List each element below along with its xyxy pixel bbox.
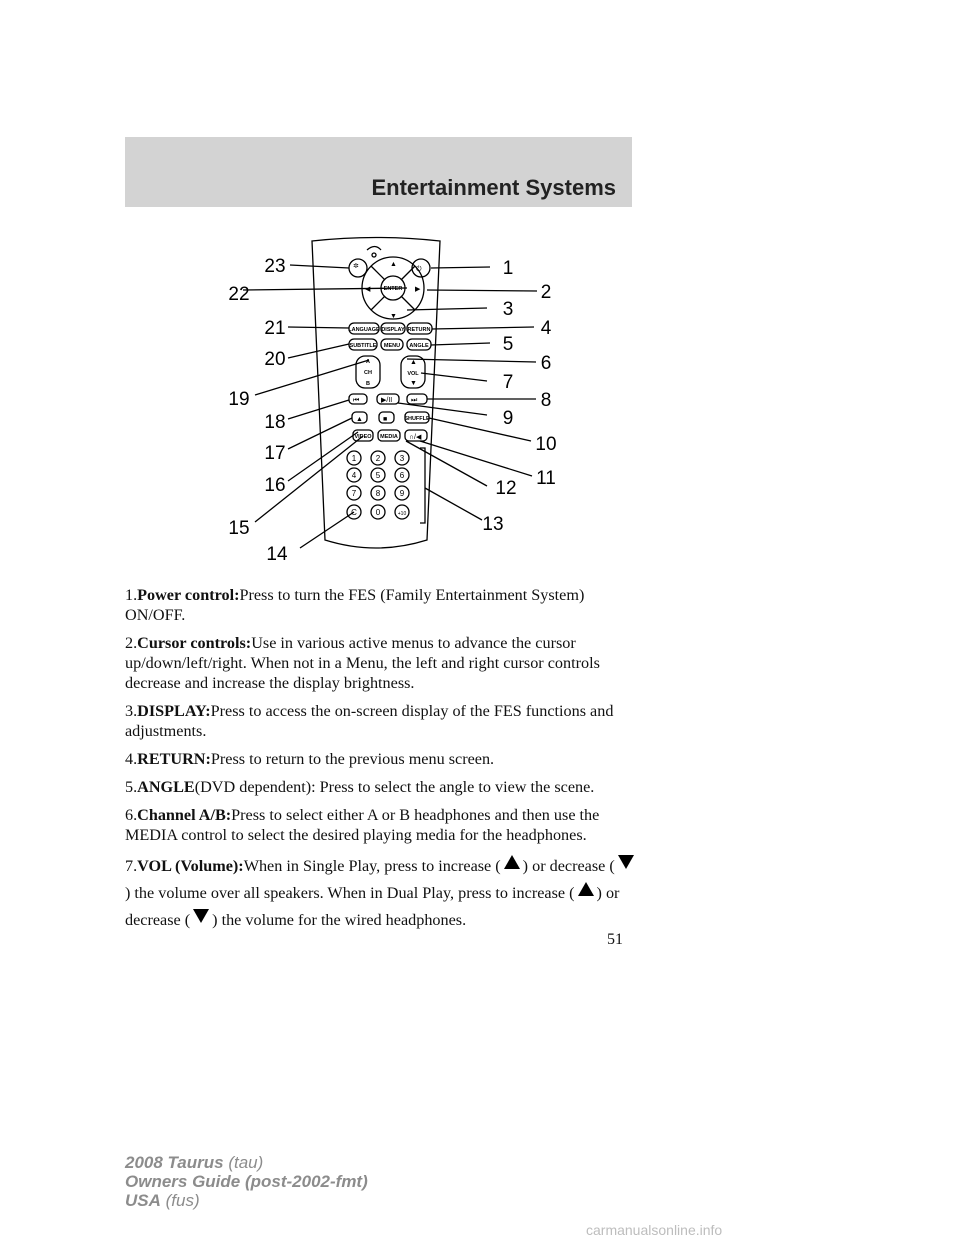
- keypad-key-label: 1: [351, 454, 357, 463]
- item-7: 7.VOL (Volume):When in Single Play, press to increase ( ) or decrease () the volume over all speakers. When in Dual Play, press to increase ( ) or decrease ( ) the volume for the wired headphones.: [125, 853, 640, 934]
- shuffle-label: SHUFFLE: [404, 416, 430, 422]
- watermark: carmanualsonline.info: [586, 1222, 723, 1238]
- power-icon: ⏻: [416, 266, 422, 273]
- keypad-key-label: +10: [397, 511, 407, 517]
- callout-5: 5: [502, 334, 514, 355]
- light-icon: ✲: [353, 263, 359, 270]
- down-arrow-icon: ▼: [390, 313, 397, 320]
- callout-6: 6: [540, 353, 552, 374]
- item-3: 3.DISPLAY:Press to access the on-screen display of the FES functions and adjustments.: [125, 702, 614, 740]
- return-label: RETURN: [407, 327, 431, 333]
- enter-label: ENTER: [383, 286, 403, 292]
- callout-1: 1: [502, 258, 514, 279]
- down-triangle-icon: [193, 909, 209, 923]
- keypad-key-label: 0: [375, 508, 381, 517]
- ch-a-label: A: [366, 359, 370, 365]
- callout-8: 8: [540, 390, 552, 411]
- display-label: DISPLAY: [381, 327, 405, 333]
- callout-3: 3: [502, 299, 514, 320]
- callout-21: 21: [264, 318, 286, 339]
- item-1: 1.Power control:Press to turn the FES (Family Entertainment System) ON/OFF.: [125, 586, 585, 624]
- item-4: 4.RETURN:Press to return to the previous menu screen.: [125, 750, 495, 768]
- callout-23: 23: [264, 256, 286, 277]
- keypad-key-label: 7: [351, 489, 357, 498]
- keypad-key-label: C: [351, 508, 357, 517]
- header-band: [125, 137, 632, 207]
- text-body: [125, 585, 640, 942]
- prev-icon: ⏮: [353, 397, 360, 404]
- item-5: 5.ANGLE(DVD dependent): Press to select the angle to view the scene.: [125, 778, 595, 796]
- callout-22: 22: [228, 284, 250, 305]
- callout-20: 20: [264, 349, 286, 370]
- menu-label: MENU: [383, 343, 401, 349]
- callout-7: 7: [502, 372, 514, 393]
- section-title: Entertainment Systems: [371, 175, 616, 200]
- remote-control-figure: [215, 228, 595, 573]
- vol-up-icon: ▲: [410, 359, 417, 366]
- callout-14: 14: [266, 544, 288, 565]
- callout-15: 15: [228, 518, 250, 539]
- callout-16: 16: [264, 475, 286, 496]
- item-2: 2.Cursor controls:Use in various active menus to advance the cursor up/down/left/right. When not in a Menu, the left and right cursor controls decrease and increase the display brightness.: [125, 634, 600, 692]
- keypad-key-label: 4: [351, 471, 357, 480]
- subtitle-label: SUBTITLE: [349, 343, 377, 349]
- left-arrow-icon: ◀: [365, 286, 371, 293]
- keypad-key-label: 3: [399, 454, 405, 463]
- stop-icon: ■: [383, 416, 388, 423]
- vol-down-icon: ▼: [410, 380, 417, 387]
- down-triangle-icon: [618, 855, 634, 869]
- keypad-key-label: 6: [399, 471, 405, 480]
- keypad-key-label: 5: [375, 471, 381, 480]
- callout-2: 2: [540, 282, 552, 303]
- callout-4: 4: [540, 318, 552, 339]
- angle-label: ANGLE: [409, 343, 429, 349]
- callout-13: 13: [482, 514, 504, 535]
- callout-18: 18: [264, 412, 286, 433]
- keypad-key-label: 2: [375, 454, 381, 463]
- play-pause-icon: ▶/II: [381, 397, 393, 404]
- footer: 2008 Taurus (tau) Owners Guide (post-2002-fmt) USA (fus): [125, 1153, 368, 1210]
- callout-19: 19: [228, 389, 250, 410]
- callout-17: 17: [264, 443, 286, 464]
- keypad-key-label: 9: [399, 489, 405, 498]
- ch-label: CH: [364, 370, 372, 376]
- remote-body: [312, 238, 440, 549]
- right-arrow-icon: ▶: [415, 286, 421, 293]
- page-number: 51: [607, 931, 623, 948]
- item-6: 6.Channel A/B:Press to select either A or B headphones and then use the MEDIA control to select the desired playing media for the headphones.: [125, 806, 600, 844]
- language-label: LANGUAGE: [348, 327, 380, 333]
- keypad-key-label: 8: [375, 489, 381, 498]
- up-arrow-icon: ▲: [390, 261, 397, 268]
- media-label: MEDIA: [380, 434, 398, 440]
- callout-11: 11: [536, 468, 556, 489]
- callout-12: 12: [495, 478, 517, 499]
- vol-label: VOL: [407, 371, 419, 377]
- up-triangle-icon: [504, 855, 520, 869]
- video-label: VIDEO: [354, 434, 372, 440]
- eject-icon: ▲: [356, 416, 363, 423]
- next-icon: ⏭: [411, 397, 418, 404]
- headphone-icon: ∩/◀: [409, 434, 422, 441]
- up-triangle-icon: [578, 882, 594, 896]
- callout-10: 10: [535, 434, 557, 455]
- ch-b-label: B: [366, 381, 370, 387]
- callout-9: 9: [502, 408, 514, 429]
